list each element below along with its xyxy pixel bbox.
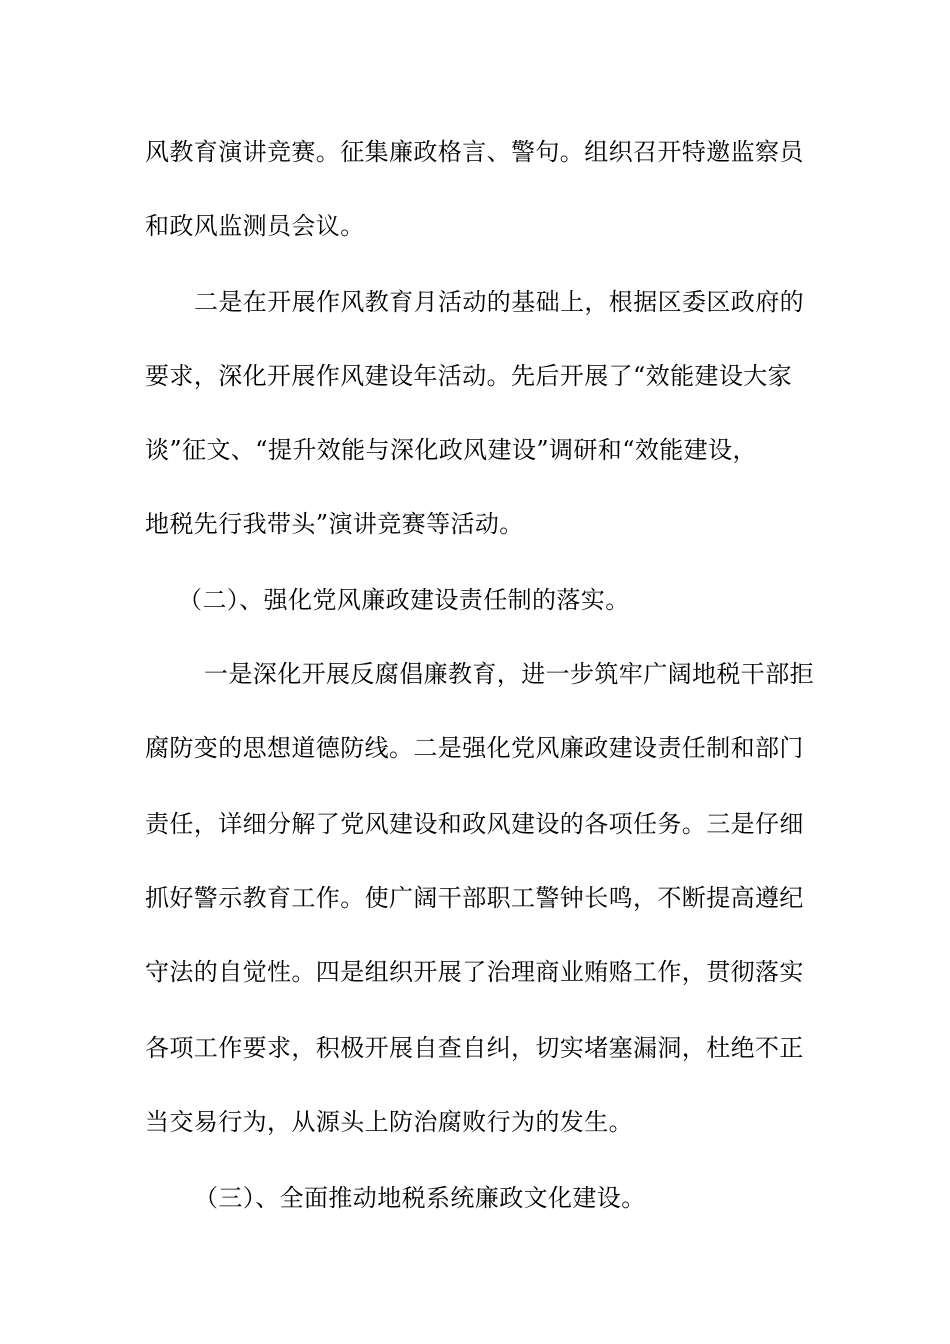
text-line: 责任，详细分解了党风建设和政风建设的各项任务。三是仔细 [145, 810, 804, 838]
text-line: 一是深化开展反腐倡廉教育，进一步筑牢广阔地税干部拒 [204, 660, 814, 688]
text-line: 各项工作要求，积极开展自查自纠，切实堵塞漏洞，杜绝不正 [145, 1034, 804, 1062]
text-line: 抓好警示教育工作。使广阔干部职工警钟长鸣，不断提高遵纪 [145, 884, 804, 912]
text-line: 谈”征文、“提升效能与深化政风建设”调研和“效能建设， [145, 436, 757, 464]
text-line: 腐防变的思想道德防线。二是强化党风廉政建设责任制和部门 [145, 734, 804, 762]
text-line: 守法的自觉性。四是组织开展了治理商业贿赂工作，贯彻落实 [145, 958, 804, 986]
text-line: 二是在开展作风教育月活动的基础上，根据区委区政府的 [194, 288, 804, 316]
text-line: 要求，深化开展作风建设年活动。先后开展了“效能建设大家 [145, 362, 793, 390]
section-heading: （三）、全面推动地税系统廉政文化建设。 [194, 1184, 646, 1212]
text-line: 风教育演讲竞赛。征集廉政格言、警句。组织召开特邀监察员 [145, 138, 804, 166]
text-line: 地税先行我带头”演讲竞赛等活动。 [145, 510, 524, 538]
section-heading: （二）、强化党风廉政建设责任制的落实。 [178, 586, 630, 614]
text-line: 当交易行为，从源头上防治腐败行为的发生。 [145, 1108, 633, 1136]
text-line: 和政风监测员会议。 [145, 212, 365, 240]
